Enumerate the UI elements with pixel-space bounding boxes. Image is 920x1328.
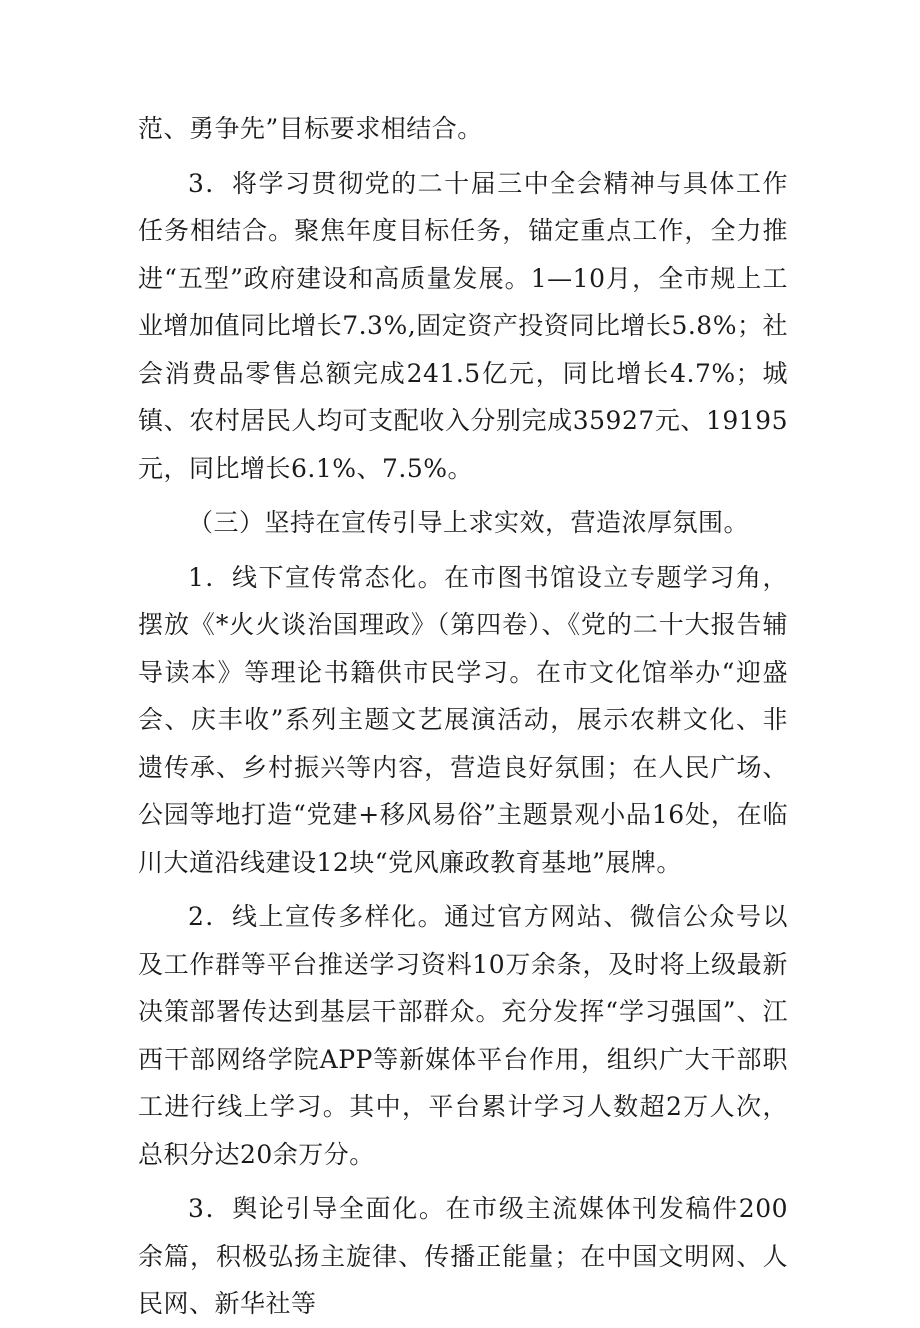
paragraph-continuation: 范、勇争先”目标要求相结合。: [138, 114, 483, 143]
paragraph-item-3-public-opinion: 3．舆论引导全面化。在市级主流媒体刊发稿件200余篇，积极弘扬主旋律、传播正能量；在中国文明网、人民网、新华社等: [138, 1194, 788, 1318]
paragraph-item-1-offline-publicity: 1．线下宣传常态化。在市图书馆设立专题学习角，摆放《*火火谈治国理政》（第四卷）、《党的二十大报告辅导读本》等理论书籍供市民学习。在市文化馆举办“迎盛会、庆丰收”系列主题文艺展演活动，展示农耕文化、非遗传承、乡村振兴等内容，营造良好氛围；在人民广场、公园等地打造“党建+移风易俗”主题景观小品16处，在临川大道沿线建设12块“党风廉政教育基地”展牌。: [138, 562, 788, 877]
section-heading-3: （三）坚持在宣传引导上求实效，营造浓厚氛围。: [188, 508, 750, 537]
paragraph-item-2-online-publicity: 2．线上宣传多样化。通过官方网站、微信公众号以及工作群等平台推送学习资料10万余条，及时将上级最新决策部署传达到基层干部群众。充分发挥“学习强国”、江西干部网络学院APP等新媒体平台作用，组织广大干部职工进行线上学习。其中，平台累计学习人数超2万人次，总积分达20余万分。: [138, 902, 788, 1169]
document-body: [138, 105, 788, 1328]
paragraph-item-3-combine-tasks: 3．将学习贯彻党的二十届三中全会精神与具体工作任务相结合。聚焦年度目标任务，锚定重点工作，全力推进“五型”政府建设和高质量发展。1—10月，全市规上工业增加值同比增长7.3%,固定资产投资同比增长5.8%；社会消费品零售总额完成241.5亿元，同比增长4.7%；城镇、农村居民人均可支配收入分别完成35927元、19195元，同比增长6.1%、7.5%。: [138, 168, 788, 483]
